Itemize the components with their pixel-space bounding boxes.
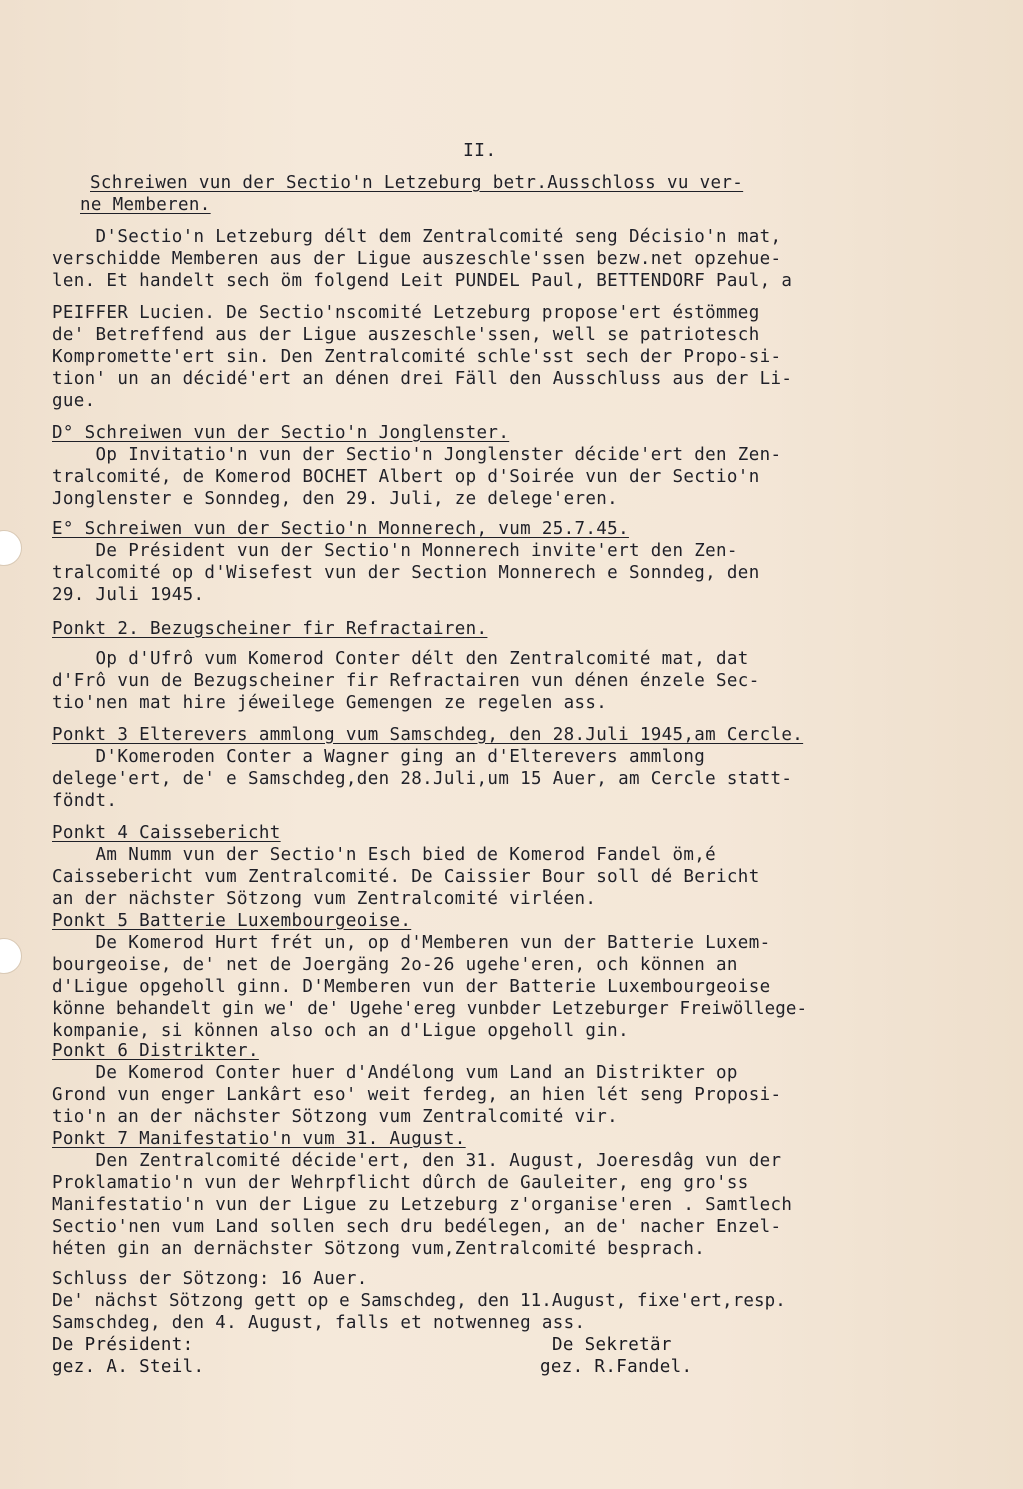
punch-hole-upper — [0, 530, 22, 566]
body-line: tio'nen mat hire jéweilege Gemengen ze regelen ass. — [52, 693, 608, 713]
next-meeting-line: De' nächst Sötzong gett op e Samschdeg, den 11.August, fixe'ert,resp. — [52, 1291, 786, 1311]
body-line: De Président vun der Sectio'n Monnerech invite'ert den Zen- — [52, 541, 738, 561]
page-number: II. — [463, 140, 497, 161]
body-line: Sectio'nen vum Land sollen sech dru bedélegen, an de' nacher Enzel- — [52, 1217, 782, 1237]
body-line: héten gin an dernächster Sötzong vum,Zentralcomité besprach. — [52, 1239, 706, 1259]
body-line: 29. Juli 1945. — [52, 585, 205, 605]
secretary-label: De Sekretär — [552, 1335, 672, 1355]
body-line: De Komerod Hurt frét un, op d'Memberen vun der Batterie Luxem- — [52, 933, 771, 953]
body-line: Jonglenster e Sonndeg, den 29. Juli, ze delege'eren. — [52, 489, 619, 509]
body-line: bourgeoise, de' net de Joergäng 2o-26 ugehe'eren, och können an — [52, 955, 738, 975]
section-heading: ne Memberen. — [80, 195, 211, 215]
body-line: d'Frô vun de Bezugscheiner fir Refractairen vun dénen énzele Sec- — [52, 671, 760, 691]
body-line: tio'n an der nächster Sötzong vum Zentralcomité vir. — [52, 1107, 619, 1127]
body-line: Op d'Ufrô vum Komerod Conter délt den Zentralcomité mat, dat — [52, 649, 749, 669]
meeting-end-line: Schluss der Sötzong: 16 Auer. — [52, 1269, 368, 1289]
body-line: Caissebericht vum Zentralcomité. De Caissier Bour soll dé Bericht — [52, 867, 760, 887]
body-line: len. Et handelt sech öm folgend Leit PUNDEL Paul, BETTENDORF Paul, a — [52, 271, 793, 291]
body-line: Kompromette'ert sin. Den Zentralcomité schle'sst sech der Propo-si- — [52, 347, 782, 367]
body-line: Am Numm vun der Sectio'n Esch bied de Komerod Fandel öm,é — [52, 845, 717, 865]
section-heading: Ponkt 3 Elterevers ammlong vum Samschdeg, den 28.Juli 1945,am Cercle. — [52, 725, 804, 745]
section-heading: Ponkt 5 Batterie Luxembourgeoise. — [52, 911, 412, 931]
next-meeting-line: Samschdeg, den 4. August, falls et notwenneg ass. — [52, 1313, 586, 1333]
body-line: Manifestatio'n vun der Ligue zu Letzeburg z'organise'eren . Samtlech — [52, 1195, 793, 1215]
body-line: an der nächster Sötzong vum Zentralcomité virléen. — [52, 889, 597, 909]
body-line: könne behandelt gin we' de' Ugehe'ereg vunbder Letzeburger Freiwöllege- — [52, 999, 808, 1019]
president-signature: gez. A. Steil. — [52, 1357, 205, 1377]
body-line: gue. — [52, 391, 96, 411]
body-line: Op Invitatio'n vun der Sectio'n Jonglenster décide'ert den Zen- — [52, 445, 782, 465]
body-line: tralcomité, de Komerod BOCHET Albert op d'Soirée vun der Sectio'n — [52, 467, 760, 487]
body-line: D'Sectio'n Letzeburg délt dem Zentralcomité seng Décisio'n mat, — [52, 227, 782, 247]
secretary-signature: gez. R.Fandel. — [540, 1357, 693, 1377]
body-line: delege'ert, de' e Samschdeg,den 28.Juli,um 15 Auer, am Cercle statt- — [52, 769, 793, 789]
president-label: De Président: — [52, 1335, 194, 1355]
body-line: tralcomité op d'Wisefest vun der Section Monnerech e Sonndeg, den — [52, 563, 760, 583]
body-line: De Komerod Conter huer d'Andélong vum Land an Distrikter op — [52, 1063, 738, 1083]
body-line: kompanie, si können also och an d'Ligue opgeholl gin. — [52, 1021, 629, 1041]
body-line: d'Ligue opgeholl ginn. D'Memberen vun der Batterie Luxembourgeoise — [52, 977, 771, 997]
body-line: verschidde Memberen aus der Ligue auszeschle'ssen bezw.net opzehue- — [52, 249, 782, 269]
section-heading: Ponkt 4 Caissebericht — [52, 823, 281, 843]
section-heading: E° Schreiwen vun der Sectio'n Monnerech, vum 25.7.45. — [52, 519, 629, 539]
body-line: tion' un an décidé'ert an dénen drei Fäll den Ausschluss aus der Li- — [52, 369, 793, 389]
body-line: PEIFFER Lucien. De Sectio'nscomité Letzeburg propose'ert éstömmeg — [52, 303, 760, 323]
body-line: Grond vun enger Lankârt eso' weit ferdeg, an hien lét seng Proposi- — [52, 1085, 782, 1105]
section-heading: Ponkt 2. Bezugscheiner fir Refractairen. — [52, 619, 488, 639]
body-line: D'Komeroden Conter a Wagner ging an d'Elterevers ammlong — [52, 747, 706, 767]
section-heading: Schreiwen vun der Sectio'n Letzeburg betr.Ausschloss vu ver- — [90, 173, 744, 193]
body-line: föndt. — [52, 791, 118, 811]
section-heading: D° Schreiwen vun der Sectio'n Jonglenster. — [52, 423, 510, 443]
punch-hole-lower — [0, 938, 22, 974]
body-line: Proklamatio'n vun der Wehrpflicht dûrch de Gauleiter, eng gro'ss — [52, 1173, 749, 1193]
section-heading: Ponkt 6 Distrikter. — [52, 1041, 259, 1061]
body-line: Den Zentralcomité décide'ert, den 31. August, Joeresdâg vun der — [52, 1151, 782, 1171]
section-heading: Ponkt 7 Manifestatio'n vum 31. August. — [52, 1129, 466, 1149]
body-line: de' Betreffend aus der Ligue auszeschle'ssen, well se patriotesch — [52, 325, 760, 345]
